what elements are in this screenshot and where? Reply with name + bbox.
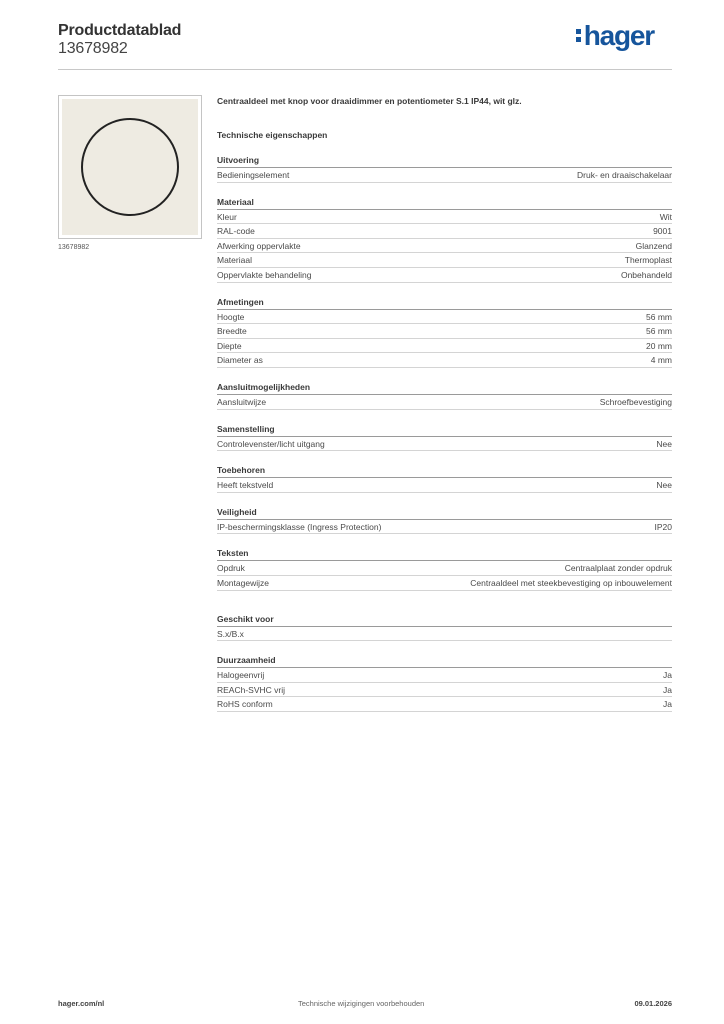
spec-value: Ja (663, 684, 672, 695)
spec-section (217, 506, 672, 535)
spec-value: 56 mm (646, 311, 672, 322)
hager-logo (576, 20, 654, 52)
spec-label: RAL-code (217, 226, 255, 237)
spec-label: RoHS conform (217, 699, 273, 710)
spec-section (217, 296, 672, 368)
footer-date: 09.01.2026 (634, 999, 672, 1008)
cover-plate (62, 99, 198, 235)
spec-row (217, 683, 672, 698)
page-header (58, 22, 672, 70)
footer-website: hager.com/nl (58, 999, 105, 1008)
section-title: Samenstelling (217, 423, 672, 437)
spec-row (217, 561, 672, 576)
spec-row (217, 224, 672, 239)
spec-label: REACh-SVHC vrij (217, 684, 286, 695)
spec-row (217, 268, 672, 283)
footer-disclaimer: Technische wijzigingen voorbehouden (298, 999, 425, 1008)
spec-section (217, 654, 672, 712)
section-title: Uitvoering (217, 154, 672, 168)
spec-value: Onbehandeld (620, 269, 672, 280)
spec-label: Breedte (217, 326, 247, 337)
section-title: Afmetingen (217, 296, 672, 310)
tech-properties-heading: Technische eigenschappen (217, 130, 328, 140)
spec-label: Halogeenvrij (217, 670, 265, 681)
spec-section (217, 547, 672, 590)
spec-value: Ja (663, 699, 672, 710)
section-title: Veiligheid (217, 506, 672, 520)
spec-section (217, 423, 672, 452)
spec-row (217, 520, 672, 535)
spec-row (217, 239, 672, 254)
spec-label: Materiaal (217, 255, 252, 266)
product-number: 13678982 (58, 40, 128, 57)
spec-row (217, 210, 672, 225)
spec-label: Afwerking oppervlakte (217, 240, 301, 251)
spec-value: 4 mm (650, 355, 672, 366)
spec-label: Kleur (217, 211, 237, 222)
dimmer-knob-icon (81, 118, 179, 216)
spec-content (217, 95, 672, 712)
spec-value: Thermoplast (624, 255, 672, 266)
spec-value: Glanzend (635, 240, 672, 251)
document-title: Productdatablad (58, 22, 182, 39)
section-title: Duurzaamheid (217, 654, 672, 668)
spec-row (217, 253, 672, 268)
spec-label: Montagewijze (217, 577, 269, 588)
section-title: Materiaal (217, 196, 672, 210)
logo-text: hager (583, 20, 654, 51)
spec-value: Nee (656, 438, 672, 449)
spec-label: Controlevenster/licht uitgang (217, 438, 325, 449)
spec-value: 56 mm (646, 326, 672, 337)
product-image (58, 95, 202, 239)
spec-value: Nee (656, 480, 672, 491)
spec-label: Heeft tekstveld (217, 480, 274, 491)
spec-row (217, 168, 672, 183)
spec-row (217, 310, 672, 325)
spec-label: Bedieningselement (217, 170, 290, 180)
spec-value: Ja (663, 670, 672, 681)
spec-section (217, 613, 672, 642)
spec-row (217, 576, 672, 591)
spec-row (217, 437, 672, 452)
spec-section (217, 154, 672, 183)
spec-value: Centraaldeel met steekbevestiging op inbouwelement (470, 577, 672, 588)
spec-row (217, 478, 672, 493)
logo-dots-icon (576, 28, 582, 44)
spec-label: S.x/B.x (217, 628, 244, 639)
spec-label: Diepte (217, 340, 242, 351)
spec-value: Wit (659, 211, 672, 222)
spec-label: Opdruk (217, 563, 245, 574)
spec-label: Oppervlakte behandeling (217, 269, 312, 280)
spec-label: Aansluitwijze (217, 396, 267, 407)
image-caption: 13678982 (58, 244, 90, 251)
spec-row (217, 668, 672, 683)
spec-value: Schroefbevestiging (599, 396, 672, 407)
section-title: Toebehoren (217, 464, 672, 478)
spec-section (217, 464, 672, 493)
spec-value: Centraalplaat zonder opdruk (564, 563, 672, 574)
spec-label: IP-beschermingsklasse (Ingress Protection) (217, 521, 382, 532)
spec-value: Druk- en draaischakelaar (577, 170, 672, 180)
section-title: Aansluitmogelijkheden (217, 381, 672, 395)
spec-label: Diameter as (217, 355, 263, 366)
product-description: Centraaldeel met knop voor draaidimmer en potentiometer S.1 IP44, wit glz. (217, 96, 522, 106)
spec-row (217, 339, 672, 354)
spec-row (217, 697, 672, 712)
spec-row (217, 324, 672, 339)
spec-row (217, 353, 672, 368)
spec-row (217, 627, 672, 642)
section-title: Teksten (217, 547, 672, 561)
spec-value: 9001 (653, 226, 672, 237)
spec-value: IP20 (654, 521, 672, 532)
spec-section (217, 381, 672, 410)
spec-section (217, 196, 672, 283)
spec-label: Hoogte (217, 311, 245, 322)
section-title: Geschikt voor (217, 613, 672, 627)
spec-sections (217, 154, 672, 712)
spec-row (217, 395, 672, 410)
spec-value: 20 mm (646, 340, 672, 351)
